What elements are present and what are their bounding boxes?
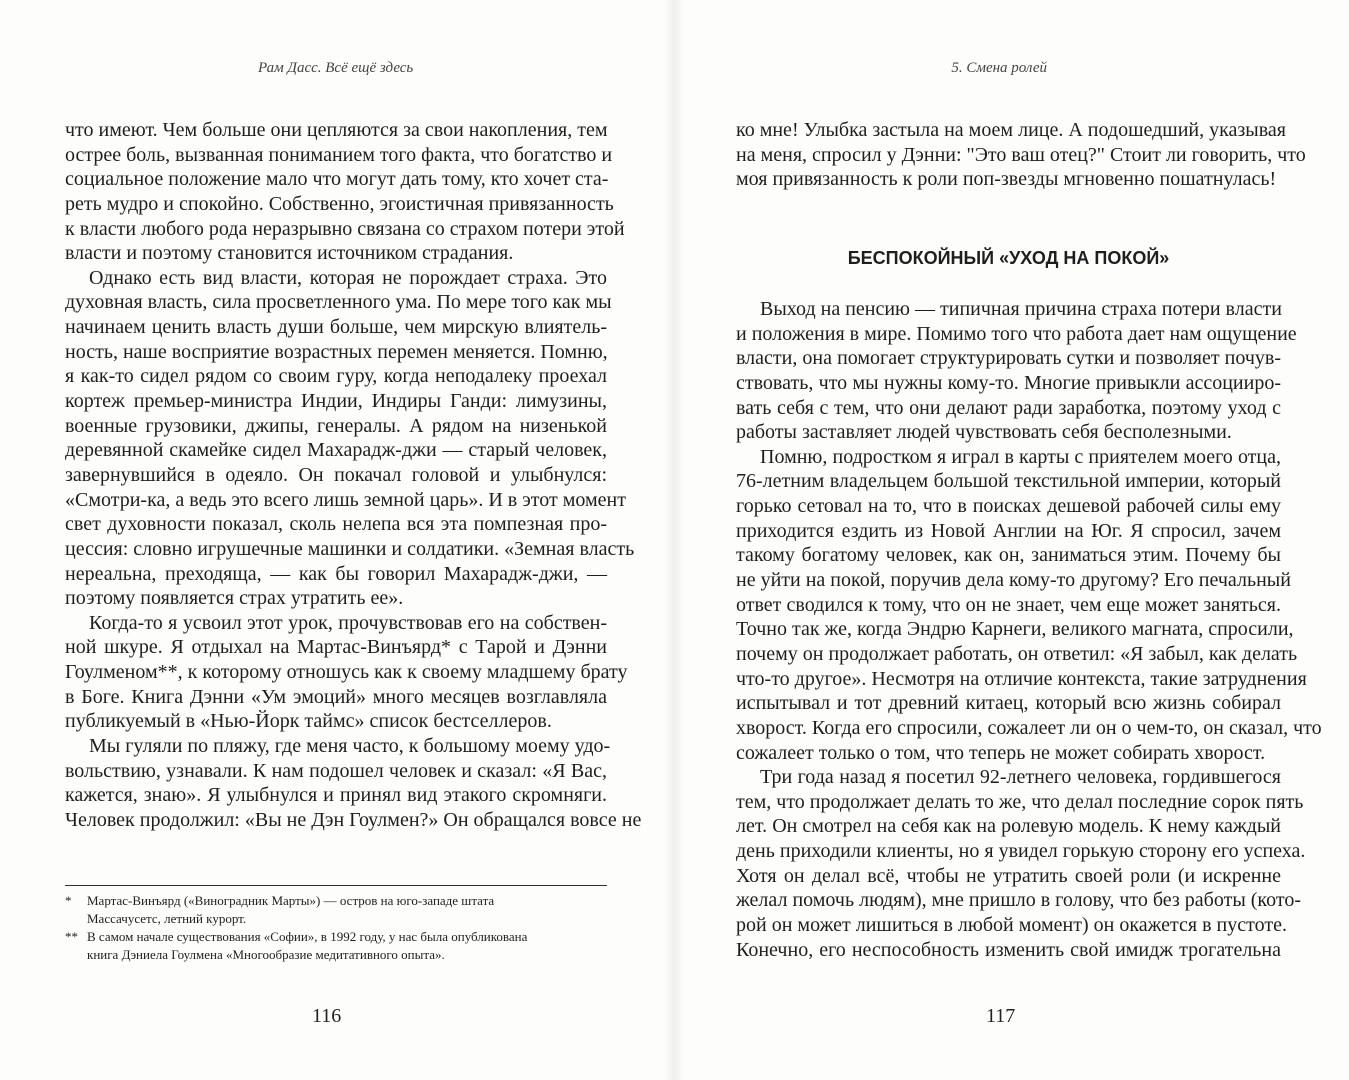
text-line: испытывал и тот древний китаец, который всю жизнь собирал (736, 692, 1281, 715)
text-line: Когда-то я усвоил этот урок, прочувствовав его на собствен- (89, 611, 607, 634)
text-line: Три года назад я посетил 92-летнего человека, гордившегося (760, 766, 1281, 789)
book-gutter (664, 0, 684, 1080)
text-line: Гоулменом**, к которому отношусь как к своему младшему брату (65, 661, 628, 684)
left-page (0, 0, 674, 1080)
text-line: день приходили клиенты, но я увидел горькую сторону его успеха. (736, 840, 1306, 863)
text-line: вать себя с тем, что они делают ради заработка, поэтому уход с (736, 396, 1281, 419)
footnote-mark: ** (65, 929, 78, 944)
footnote-line: В самом начале существования «Софии», в 1992 году, у нас была опубликована (87, 929, 528, 944)
text-line: ность, наше восприятие возрастных перемен меняется. Помню, (65, 340, 608, 363)
text-line: Точно так же, когда Эндрю Карнеги, великого магната, спросили, (736, 618, 1294, 641)
right-page (674, 0, 1349, 1080)
left-page-number: 116 (312, 1005, 342, 1027)
right-top-text (736, 118, 1306, 192)
left-body-text (65, 118, 642, 833)
text-line: кажется, знаю». Я улыбнулся и принял вид этакого скромняги. (65, 784, 607, 807)
text-line: моя привязанность к роли поп-звезды мгновенно пошатнулась! (736, 168, 1277, 191)
text-line: Помню, подростком я играл в карты с приятелем моего отца, (760, 445, 1281, 468)
text-line: что-то другое». Несмотря на отличие контекста, такие затруднения (736, 667, 1307, 690)
text-line: ответ сводился к тому, что он не знает, чем еще может заняться. (736, 593, 1281, 616)
footnote-line: Массачусетс, летний курорт. (87, 911, 247, 926)
text-line: 76-летним владельцем большой текстильной империи, который (736, 470, 1281, 493)
right-body-text (736, 297, 1322, 962)
text-line: ко мне! Улыбка застыла на моем лице. А подошедший, указывая (736, 119, 1286, 141)
footnote (65, 892, 607, 928)
text-line: власти и поэтому становится источником страдания. (65, 242, 514, 265)
footnote-line: книга Дэниела Гоулмена «Многообразие медитативного опыта». (87, 947, 445, 962)
text-line: к власти любого рода неразрывно связана со страхом потери этой (65, 217, 625, 240)
text-line: свет духовности показал, сколь нелепа вся эта помпезная про- (65, 513, 607, 536)
text-line: Человек продолжил: «Вы не Дэн Гоулмен?» Он обращался вовсе не (65, 808, 642, 831)
text-line: Конечно, его неспособность изменить свой имидж трогательна (736, 938, 1281, 961)
text-line: такому богатому человек, как он, заниматься этим. Почему бы (736, 544, 1281, 567)
text-line: начинаем ценить власть души больше, чем мирскую влиятель- (65, 316, 607, 339)
text-line: рой он может лишиться в любой момент) он окажется в пустоте. (736, 914, 1287, 937)
footnote-mark: * (65, 893, 72, 908)
text-line: работы заставляет людей чувствовать себя бесполезными. (736, 421, 1232, 444)
text-line: лет. Он смотрел на себя как на ролевую модель. К нему каждый (736, 815, 1281, 838)
text-line: деревянной скамейке сидел Махарадж-джи — старый человек, (65, 439, 607, 462)
left-running-head: Рам Дасс. Всё ещё здесь (258, 60, 414, 76)
text-line: социальное положение мало что могут дать тому, кто хочет ста- (65, 168, 609, 191)
text-line: завернувшийся в одеяло. Он покачал головой и улыбнулся: (65, 463, 607, 486)
text-line: горько сетовал на то, что в поисках дешевой рабочей силы ему (736, 495, 1281, 518)
text-line: военные грузовики, джипы, генералы. А рядом на низенькой (65, 414, 607, 437)
text-line: хворост. Когда его спросили, сожалеет ли он о чем-то, он сказал, что (736, 716, 1322, 739)
text-line: Выход на пенсию — типичная причина страха потери власти (760, 298, 1282, 320)
text-line: поэтому появляется страх утратить ее». (65, 587, 404, 610)
text-line: публикуемый в «Нью-Йорк таймс» список бестселлеров. (65, 710, 552, 733)
text-line: и положения в мире. Помимо того что работа дает нам ощущение (736, 322, 1297, 345)
text-line: «Смотри-ка, а ведь это всего лишь земной царь». И в этот момент (65, 488, 626, 511)
text-line: Хотя он делал всё, чтобы не утратить своей роли (и искренне (736, 864, 1281, 887)
text-line: реть мудро и спокойно. Собственно, эгоистичная привязанность (65, 192, 614, 215)
text-line: на меня, спросил у Дэнни: "Это ваш отец?" Стоит ли говорить, что (736, 143, 1306, 166)
text-line: тем, что продолжает делать то же, что делал последние сорок пять (736, 790, 1304, 813)
text-line: не уйти на покой, поручив дела кому-то другому? Его печальный (736, 569, 1291, 592)
text-line: духовная власть, сила просветленного ума. По мере того как мы (65, 291, 612, 314)
text-line: кортеж премьер-министра Индии, Индиры Ганди: лимузины, (65, 390, 607, 413)
text-line: нереальна, преходяща, — как бы говорил Махарадж-джи, — (65, 562, 607, 585)
text-line: сожалеет только о том, что теперь не может собирать хворост. (736, 741, 1266, 764)
text-line: что имеют. Чем больше они цепляются за свои накопления, тем (65, 119, 608, 141)
right-running-head: 5. Смена ролей (951, 60, 1047, 76)
text-line: вольствию, узнавали. К нам подошел человек и сказал: «Я Вас, (65, 759, 607, 782)
text-line: власти, она помогает структурировать сутки и позволяет почув- (736, 347, 1281, 370)
text-line: почему он продолжает работать, он ответил: «Я забыл, как делать (736, 642, 1298, 665)
text-line: я как-то сидел рядом со своим гуру, когда неподалеку проехал (65, 365, 607, 388)
text-line: острее боль, вызванная пониманием того факта, что богатство и (65, 143, 613, 166)
right-page-number: 117 (986, 1005, 1016, 1027)
footnote (65, 928, 607, 964)
text-line: Однако есть вид власти, которая не порождает страха. Это (89, 266, 607, 289)
text-line: приходится ездить из Новой Англии на Юг. Я спросил, зачем (736, 519, 1281, 542)
section-heading: БЕСПОКОЙНЫЙ «УХОД НА ПОКОЙ» (847, 248, 1170, 268)
text-line: Мы гуляли по пляжу, где меня часто, к большому моему удо- (89, 735, 611, 758)
text-line: ной шкуре. Я отдыхал на Мартас-Винъярд* с Тарой и Дэнни (65, 636, 607, 659)
text-line: ствовать, что мы нужны кому-то. Многие привыкли ассоцииро- (736, 371, 1281, 394)
text-line: цессия: словно игрушечные машинки и солдатики. «Земная власть (65, 537, 635, 560)
footnote-line: Мартас-Винъярд («Виноградник Марты») — остров на юго-западе штата (87, 893, 495, 908)
footnotes (65, 885, 607, 964)
text-line: в Боге. Книга Дэнни «Ум эмоций» много месяцев возглавляла (65, 685, 607, 708)
text-line: желал помочь людям), мне пришло в голову, что без работы (кото- (736, 889, 1301, 912)
